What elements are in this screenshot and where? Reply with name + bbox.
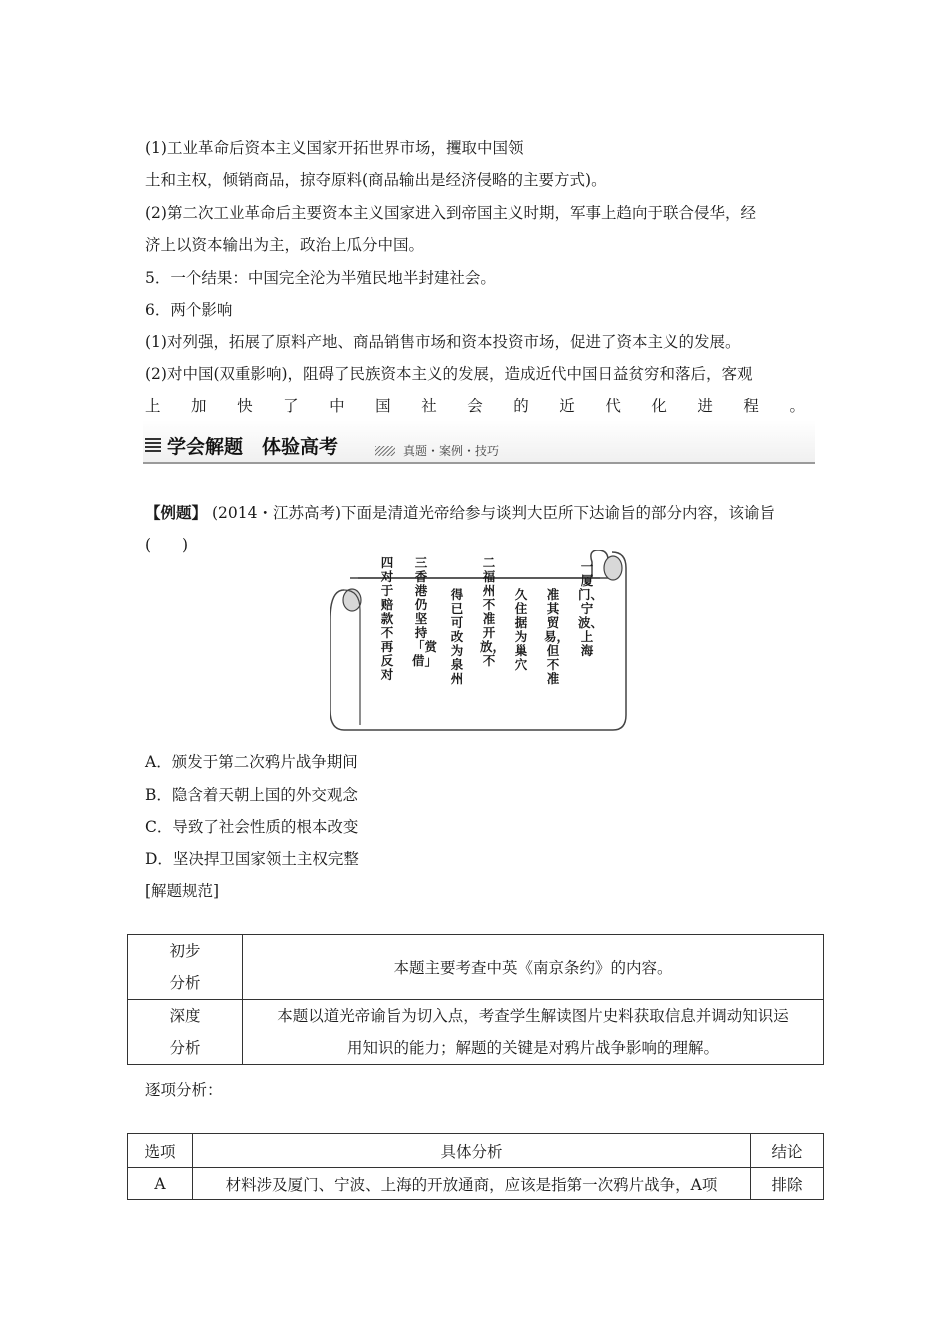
row-label: 初步 分析 [128, 935, 243, 1000]
table-row [128, 1000, 824, 1065]
table-row [128, 935, 824, 1000]
scroll-column: 准其贸易，但不准 [544, 587, 570, 686]
option-b: B．隐含着天朝上国的外交观念 [145, 786, 358, 804]
paragraph-line: (2)对中国(双重影响)，阻碍了民族资本主义的发展，造成近代中国日益贫穷和落后，客观 [145, 365, 753, 383]
itemized-heading: 逐项分析： [145, 1081, 223, 1099]
cell: 材料涉及厦门、宁波、上海的开放通商，应该是指第一次鸦片战争，A项 [193, 1168, 751, 1200]
question-stem: 【例题】 (2014・江苏高考)下面是清道光帝给参与谈判大臣所下达谕旨的部分内容，该谕旨 [145, 503, 775, 522]
scroll-column: 得已可改为泉州 [450, 587, 464, 686]
option-d: D．坚决捍卫国家领土主权完整 [145, 850, 359, 868]
section-subtitle: 真题・案例・技巧 [403, 444, 500, 458]
cell: A [128, 1168, 193, 1200]
header-cell: 具体分析 [193, 1134, 751, 1168]
option-analysis-table [127, 1133, 824, 1200]
section-banner [143, 420, 815, 464]
cell: 排除 [751, 1168, 824, 1200]
edict-scroll-image [330, 550, 630, 739]
option-c: C．导致了社会性质的根本改变 [145, 818, 359, 836]
paragraph-line: 6．两个影响 [145, 301, 233, 319]
paragraph-line: 济上以资本输出为主，政治上瓜分中国。 [145, 236, 425, 254]
analysis-table [127, 934, 824, 1065]
section-title: 学会解题 体验高考 [167, 436, 339, 458]
scroll-column: 一厦门、宁波、上海 [578, 559, 604, 658]
table-header-row [128, 1134, 824, 1168]
header-cell: 结论 [751, 1134, 824, 1168]
paragraph-line: (1)对列强，拓展了原料产地、商品销售市场和资本投资市场，促进了资本主义的发展。 [145, 333, 741, 351]
scroll-column: 四对于赔款不再反对 [380, 555, 394, 682]
header-cell: 选项 [128, 1134, 193, 1168]
solution-heading: [解题规范] [145, 882, 220, 900]
hatch-icon [375, 446, 395, 456]
scroll-column: 三香港仍坚持「赏借」 [412, 555, 438, 668]
stripes-icon [145, 438, 161, 452]
paragraph-line: (1)工业革命后资本主义国家开拓世界市场，攫取中国领 [145, 139, 524, 157]
scroll-column: 久住据为巢穴 [514, 587, 528, 672]
row-content: 本题主要考查中英《南京条约》的内容。 [243, 935, 824, 1000]
row-content: 本题以道光帝谕旨为切入点，考查学生解读图片史料获取信息并调动知识运 用知识的能力；解题的关键是对鸦片战争影响的理解。 [243, 1000, 824, 1065]
paragraph-line: 5．一个结果：中国完全沦为半殖民地半封建社会。 [145, 269, 496, 287]
paragraph-line: (2)第二次工业革命后主要资本主义国家进入到帝国主义时期，军事上趋向于联合侵华，经 [145, 204, 756, 222]
answer-paren: ( ) [145, 536, 189, 554]
paragraph-line: 土和主权，倾销商品，掠夺原料(商品输出是经济侵略的主要方式)。 [145, 171, 607, 189]
table-row [128, 1168, 824, 1200]
paragraph-line-justified: 上 加 快 了 中 国 社 会 的 近 代 化 进 程 。 [145, 397, 805, 415]
scroll-column: 二福州不准开放，不 [480, 555, 506, 668]
row-label: 深度 分析 [128, 1000, 243, 1065]
option-a: A．颁发于第二次鸦片战争期间 [145, 753, 358, 771]
